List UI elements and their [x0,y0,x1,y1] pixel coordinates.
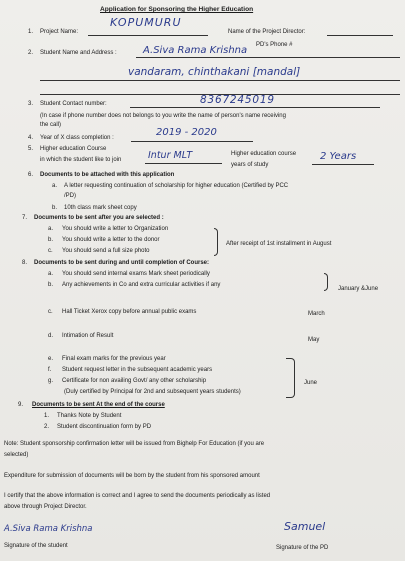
contact-line [130,107,380,108]
end-course-item-1: Thanks Note by Student [57,413,122,419]
pd-signature-label: Signature of the PD [276,545,329,551]
item-number-2: 2. [28,50,34,56]
project-director-label: Name of the Project Director: [228,29,306,35]
during-item-b: Any achievements in Co and extra curricular activities if any [62,282,221,288]
docs-after-selected-heading: Documents to be sent after you are selected : [34,215,164,221]
month-d: May [308,337,320,343]
certify-line-2: above through Project Director. [4,504,87,510]
docs-attached-heading: Documents to be attached with this application [40,172,175,178]
during-marker-a: a. [48,271,54,277]
years-label-1: Higher education course [231,151,297,157]
end-course-marker-1: 1. [44,413,50,419]
project-name-label: Project Name: [40,29,79,35]
docs-during-course-heading: Documents to be sent during and until completion of Course: [34,260,210,266]
item-number-8: 8. [22,260,28,266]
x-class-line [131,141,253,142]
after-selected-marker-c: c. [48,248,53,254]
note-line-1: Note: Student sponsorship confirmation letter will be issued from Bighelp For Education (if you are [4,441,265,447]
note-line-2: selected) [4,452,29,458]
years-label-2: years of study [231,162,269,168]
project-name-line [88,35,208,36]
during-marker-b: b. [48,282,54,288]
after-selected-marker-a: a. [48,226,54,232]
student-name-value: A.Siva Rama Krishna [143,45,248,56]
years-value: 2 Years [320,151,357,162]
item-number-9: 9. [18,402,24,408]
docs-attached-item-b: 10th class mark sheet copy [64,205,137,211]
project-director-line [327,35,393,36]
during-item-c: Hall Ticket Xerox copy before annual public exams [62,309,197,315]
address-line-1 [40,80,400,81]
during-marker-g: g. [48,378,54,384]
month-c: March [308,311,325,317]
course-label-2: in which the student like to join [40,157,122,163]
student-name-line [136,57,400,58]
docs-attached-item-a-cont: /PD) [64,193,76,199]
course-value: Intur MLT [148,150,193,161]
during-item-d: Intimation of Result [62,333,114,339]
during-marker-c: c. [48,309,53,315]
end-course-marker-2: 2. [44,424,50,430]
contact-note-2: the call) [40,122,62,128]
during-item-g-cont: (Duly certified by Principal for 2nd and subsequent years students) [64,389,241,395]
during-item-e: Final exam marks for the previous year [62,356,166,362]
brace-7 [214,228,218,256]
after-selected-note: After receipt of 1st installment in August [226,241,332,247]
course-line [145,163,222,164]
pd-phone-label: PD's Phone # [256,42,293,48]
contact-note-1: (In case if phone number does not belongs to you write the name of person's name receiving [40,113,286,119]
address-value: vandaram, chinthakani [mandal] [128,66,301,78]
docs-attached-marker-b: b. [52,205,58,211]
docs-end-course-heading: Documents to be sent At the end of the course [32,402,165,408]
x-class-label: Year of X class completion : [40,135,114,141]
after-selected-item-a: You should write a letter to Organization [62,226,169,232]
item-number-6: 6. [28,172,34,178]
contact-value: 8367245019 [200,94,275,106]
month-ab: January &June [338,286,379,292]
during-marker-f: f. [48,367,52,373]
brace-8efg [286,358,295,398]
student-signature-label: Signature of the student [4,543,68,549]
expenditure-note: Expenditure for submission of documents will be born by the student from his sponsored amount [4,473,260,479]
during-marker-e: e. [48,356,54,362]
during-marker-d: d. [48,333,54,339]
student-name-address-label: Student Name and Address : [40,50,117,56]
item-number-3: 3. [28,101,34,107]
after-selected-item-b: You should write a letter to the donor [62,237,160,243]
end-course-item-2: Student discontinuation form by PD [57,424,152,430]
pd-signature: Samuel [284,520,326,533]
x-class-value: 2019 - 2020 [156,127,217,138]
certify-line-1: I certify that the above information is correct and I agree to send the documents periodically as listed [4,493,271,499]
project-name-value: KOPUMURU [110,16,182,29]
item-number-5: 5. [28,146,34,152]
docs-attached-marker-a: a. [52,183,58,189]
month-efg: June [304,380,318,386]
docs-attached-item-a: A letter requesting continuation of scholarship for higher education (Certified by PCC [64,183,289,189]
item-number-1: 1. [28,29,34,35]
after-selected-marker-b: b. [48,237,54,243]
form-title: Application for Sponsoring the Higher Education [100,6,254,13]
years-line [312,164,374,165]
during-item-a: You should send internal exams Mark sheet periodically [62,271,210,277]
course-label-1: Higher education Course [40,146,107,152]
during-item-f: Student request letter in the subsequent academic years [62,367,213,373]
item-number-7: 7. [22,215,28,221]
student-signature: A.Siva Rama Krishna [4,524,93,534]
contact-label: Student Contact number: [40,101,107,107]
after-selected-item-c: You should send a full size photo [62,248,150,254]
during-item-g: Certificate for non availing Govt/ any other scholarship [62,378,207,384]
brace-8ab [324,273,328,291]
item-number-4: 4. [28,135,34,141]
